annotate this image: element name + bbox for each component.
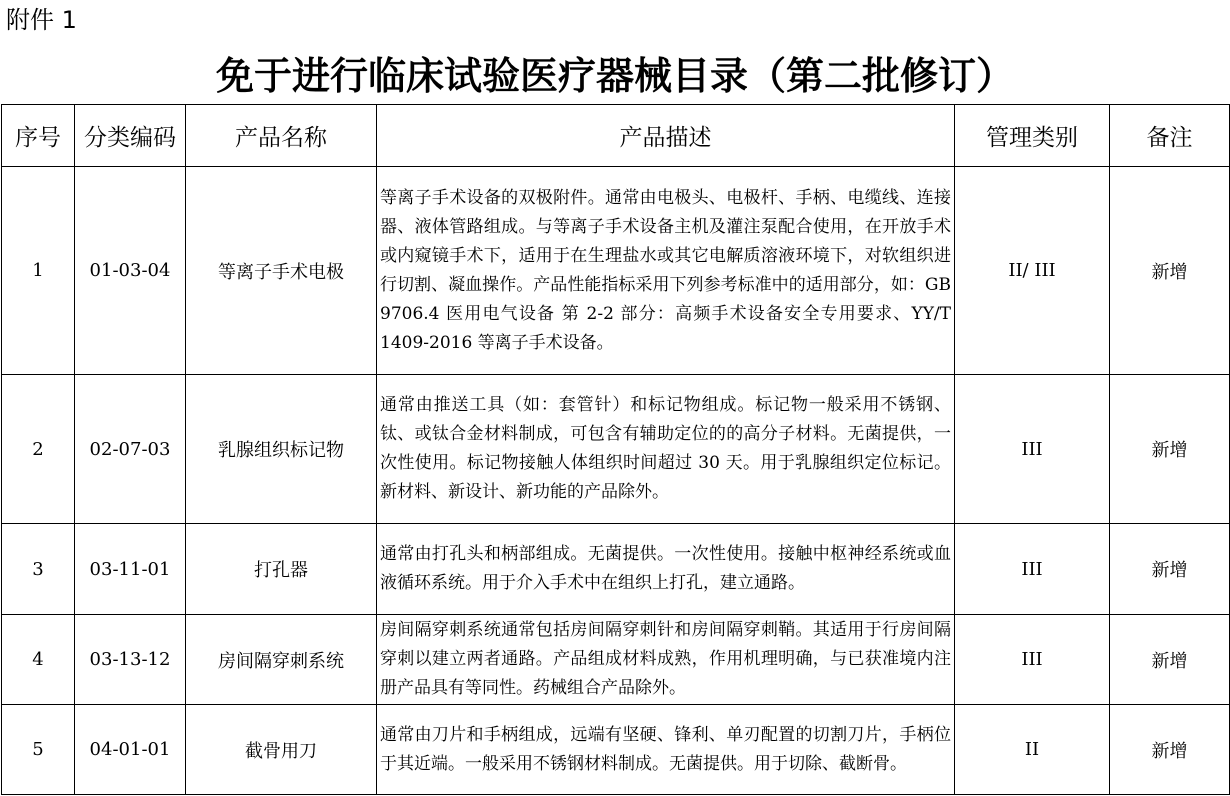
row-index: 1 bbox=[2, 167, 75, 375]
row-note: 新增 bbox=[1110, 375, 1230, 524]
row-description: 通常由刀片和手柄组成，远端有坚硬、锋利、单刃配置的切割刀片，手柄位于其近端。一般采用不锈钢材料制成。无菌提供。用于切除、截断骨。 bbox=[377, 705, 955, 795]
page-title: 免于进行临床试验医疗器械目录（第二批修订） bbox=[215, 54, 1014, 98]
row-code: 03-11-01 bbox=[75, 524, 186, 615]
row-product-name: 等离子手术电极 bbox=[186, 167, 377, 375]
header-note: 备注 bbox=[1110, 105, 1230, 167]
header-description: 产品描述 bbox=[377, 105, 955, 167]
device-catalog-table bbox=[1, 104, 1230, 795]
table-row bbox=[2, 615, 1230, 705]
row-category: II bbox=[955, 705, 1110, 795]
row-product-name: 截骨用刀 bbox=[186, 705, 377, 795]
header-index: 序号 bbox=[2, 105, 75, 167]
row-product-name: 打孔器 bbox=[186, 524, 377, 615]
row-category: III bbox=[955, 615, 1110, 705]
table-header-row bbox=[2, 105, 1230, 167]
row-note: 新增 bbox=[1110, 524, 1230, 615]
row-index: 5 bbox=[2, 705, 75, 795]
header-product-name: 产品名称 bbox=[186, 105, 377, 167]
row-index: 2 bbox=[2, 375, 75, 524]
row-category: III bbox=[955, 375, 1110, 524]
table-row bbox=[2, 375, 1230, 524]
header-category: 管理类别 bbox=[955, 105, 1110, 167]
row-code: 02-07-03 bbox=[75, 375, 186, 524]
row-category: II/ III bbox=[955, 167, 1110, 375]
table-row bbox=[2, 705, 1230, 795]
row-note: 新增 bbox=[1110, 167, 1230, 375]
row-description: 等离子手术设备的双极附件。通常由电极头、电极杆、手柄、电缆线、连接器、液体管路组成。与等离子手术设备主机及灌注泵配合使用，在开放手术或内窥镜手术下，适用于在生理盐水或其它电解质溶液环境下，对软组织进行切割、凝血操作。产品性能指标采用下列参考标准中的适用部分，如：GB 9706.4 医用电气设备 第 2-2 部分：高频手术设备安全专用要求、YY/T 1409-2016 等离子手术设备。 bbox=[377, 167, 955, 375]
row-index: 3 bbox=[2, 524, 75, 615]
row-description: 房间隔穿刺系统通常包括房间隔穿刺针和房间隔穿刺鞘。其适用于行房间隔穿刺以建立两者通路。产品组成材料成熟，作用机理明确，与已获准境内注册产品具有等同性。药械组合产品除外。 bbox=[377, 615, 955, 705]
row-index: 4 bbox=[2, 615, 75, 705]
row-note: 新增 bbox=[1110, 705, 1230, 795]
table-row bbox=[2, 524, 1230, 615]
header-code: 分类编码 bbox=[75, 105, 186, 167]
table-row bbox=[2, 167, 1230, 375]
row-code: 01-03-04 bbox=[75, 167, 186, 375]
row-code: 03-13-12 bbox=[75, 615, 186, 705]
row-product-name: 房间隔穿刺系统 bbox=[186, 615, 377, 705]
row-description: 通常由打孔头和柄部组成。无菌提供。一次性使用。接触中枢神经系统或血液循环系统。用于介入手术中在组织上打孔，建立通路。 bbox=[377, 524, 955, 615]
row-category: III bbox=[955, 524, 1110, 615]
row-product-name: 乳腺组织标记物 bbox=[186, 375, 377, 524]
row-code: 04-01-01 bbox=[75, 705, 186, 795]
row-note: 新增 bbox=[1110, 615, 1230, 705]
row-description: 通常由推送工具（如：套管针）和标记物组成。标记物一般采用不锈钢、钛、或钛合金材料制成，可包含有辅助定位的的高分子材料。无菌提供，一次性使用。标记物接触人体组织时间超过 30 天。用于乳腺组织定位标记。新材料、新设计、新功能的产品除外。 bbox=[377, 375, 955, 524]
attachment-label: 附件 1 bbox=[6, 6, 77, 34]
